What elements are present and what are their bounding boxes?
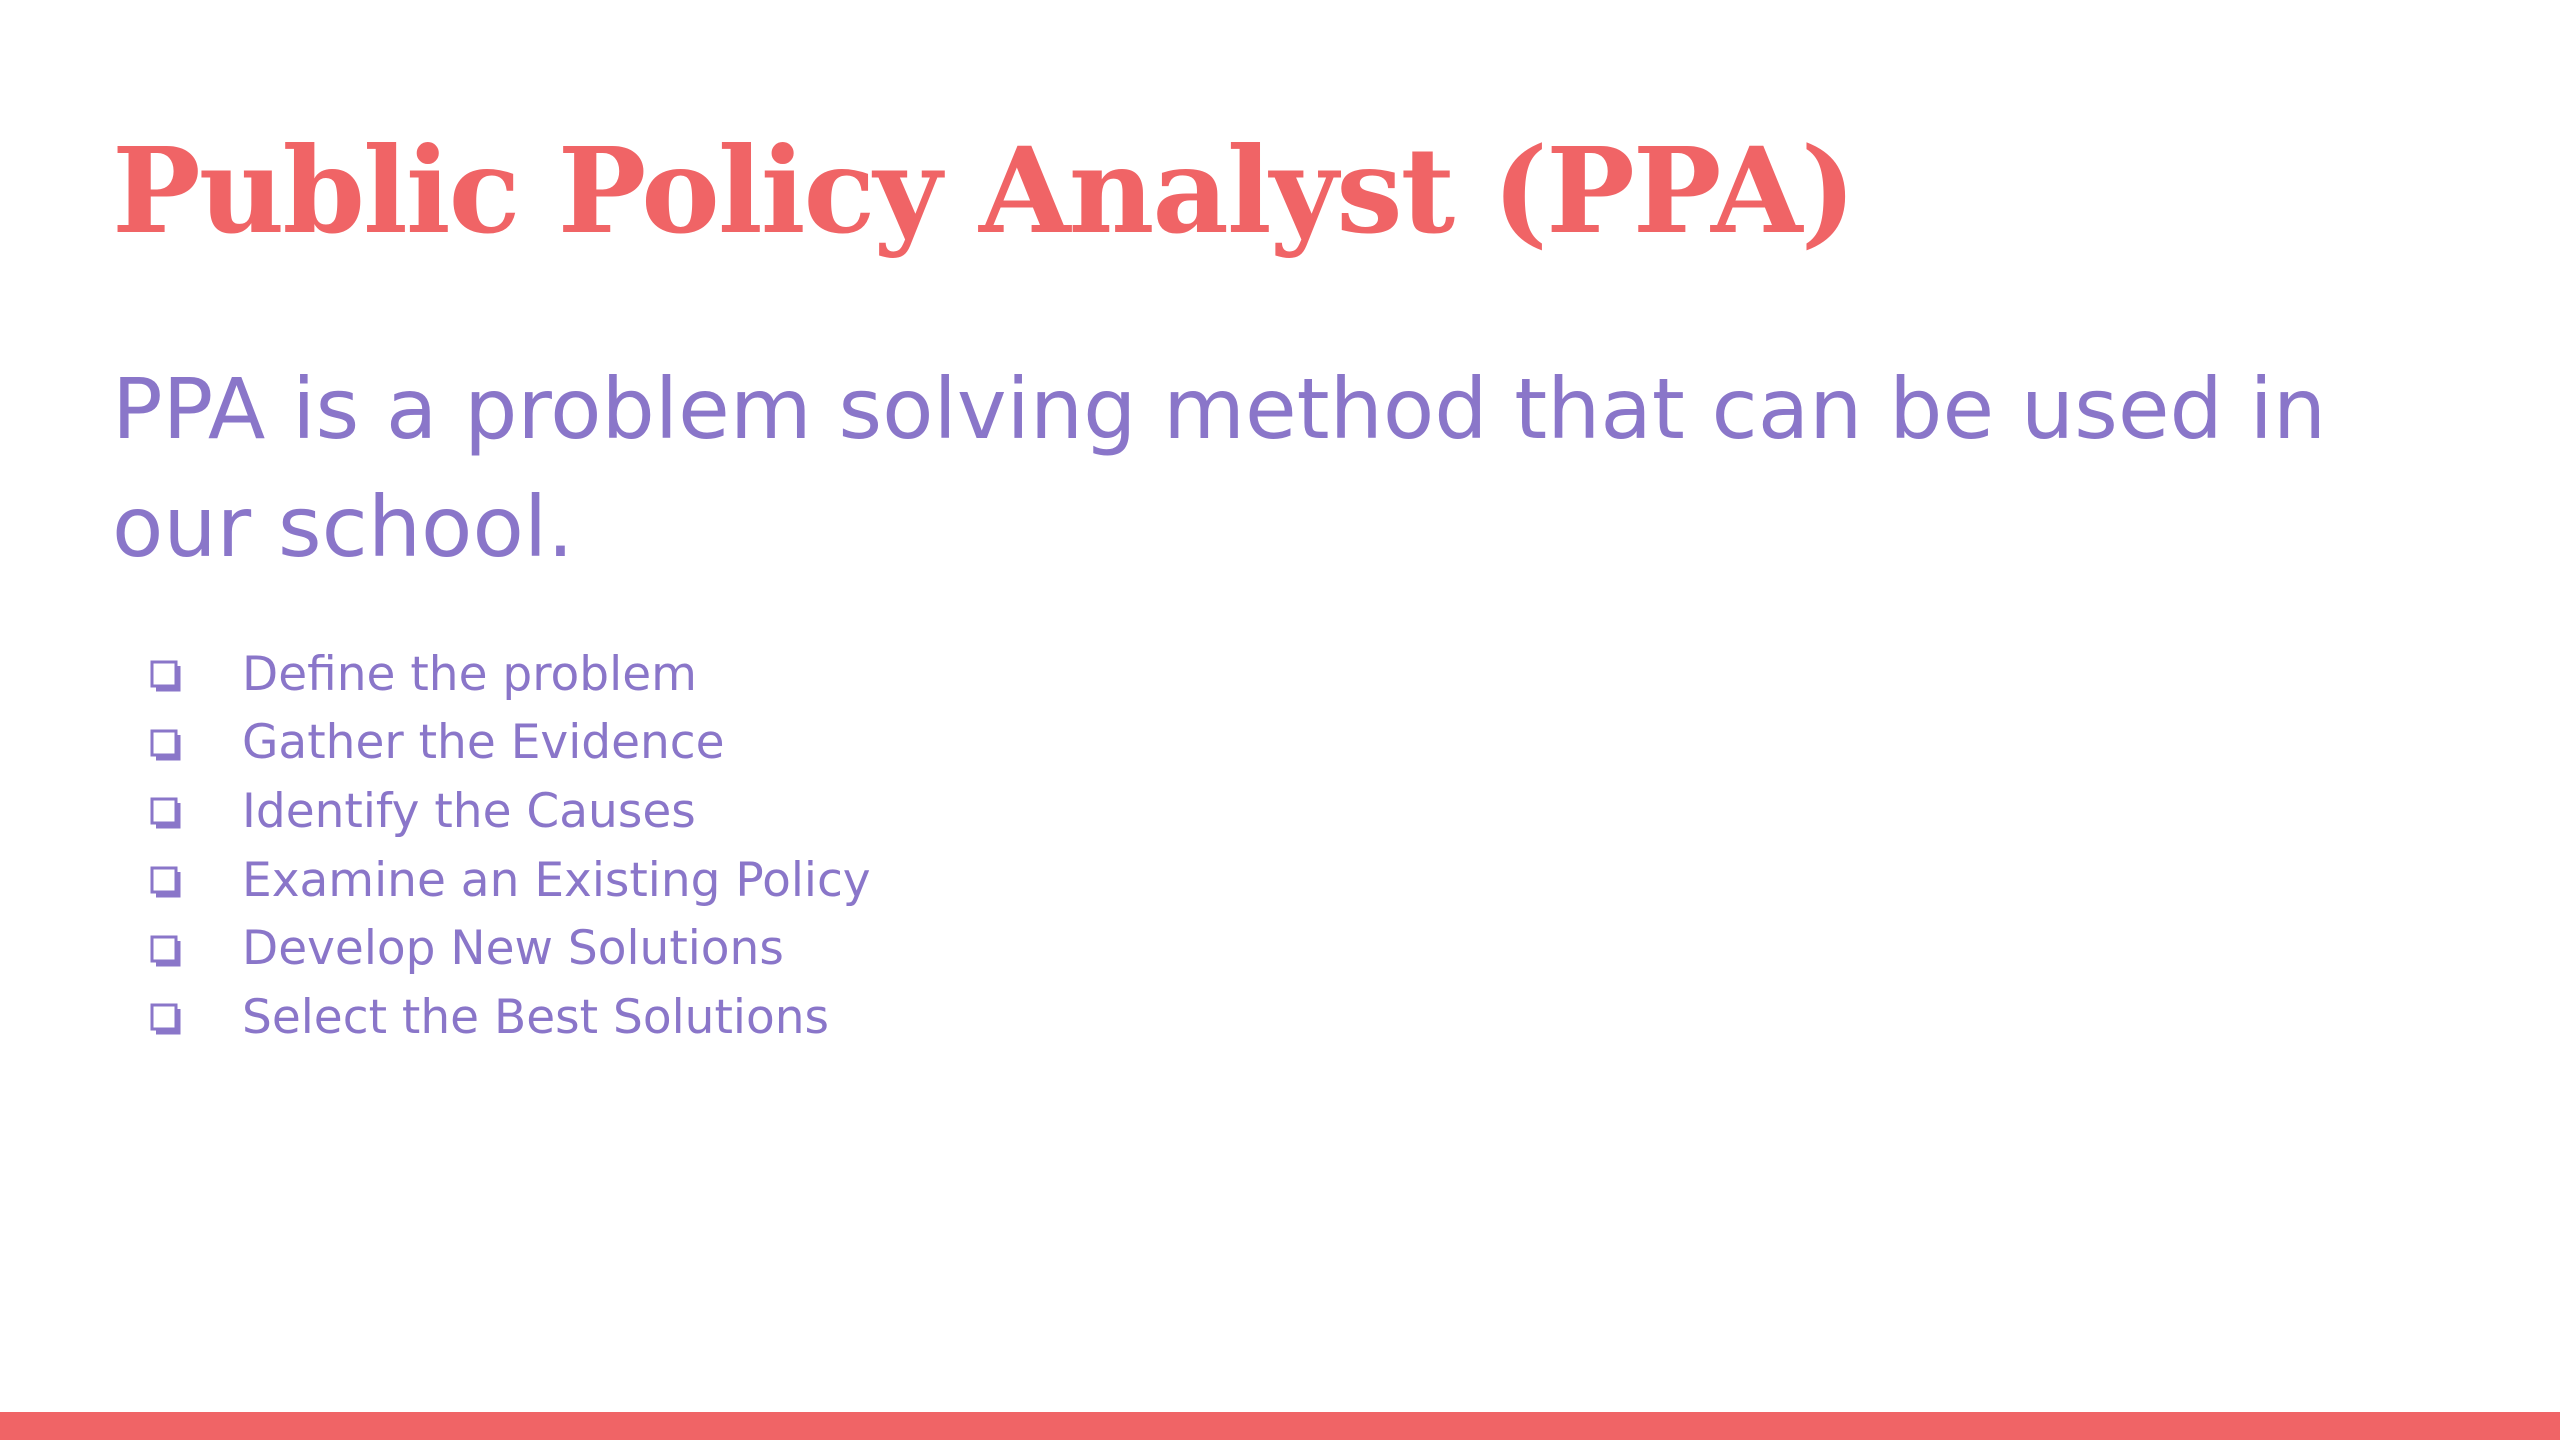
step-label: Define the problem bbox=[242, 646, 697, 702]
checkbox-icon bbox=[150, 723, 184, 763]
steps-list bbox=[150, 640, 871, 1052]
bottom-accent-bar bbox=[0, 1412, 2560, 1440]
slide-title: Public Policy Analyst (PPA) bbox=[112, 121, 1855, 260]
checkbox-icon bbox=[150, 860, 184, 900]
list-item bbox=[150, 983, 871, 1052]
step-label: Examine an Existing Policy bbox=[242, 852, 871, 908]
checkbox-icon bbox=[150, 929, 184, 969]
list-item bbox=[150, 777, 871, 846]
step-label: Develop New Solutions bbox=[242, 921, 784, 977]
list-item bbox=[150, 846, 871, 915]
step-label: Gather the Evidence bbox=[242, 715, 725, 771]
list-item bbox=[150, 640, 871, 709]
step-label: Identify the Causes bbox=[242, 783, 696, 839]
list-item bbox=[150, 709, 871, 778]
slide-subtitle: PPA is a problem solving method that can be used in our school. bbox=[112, 360, 2327, 576]
checkbox-icon bbox=[150, 997, 184, 1037]
checkbox-icon bbox=[150, 791, 184, 831]
list-item bbox=[150, 914, 871, 983]
checkbox-icon bbox=[150, 654, 184, 694]
step-label: Select the Best Solutions bbox=[242, 989, 829, 1045]
